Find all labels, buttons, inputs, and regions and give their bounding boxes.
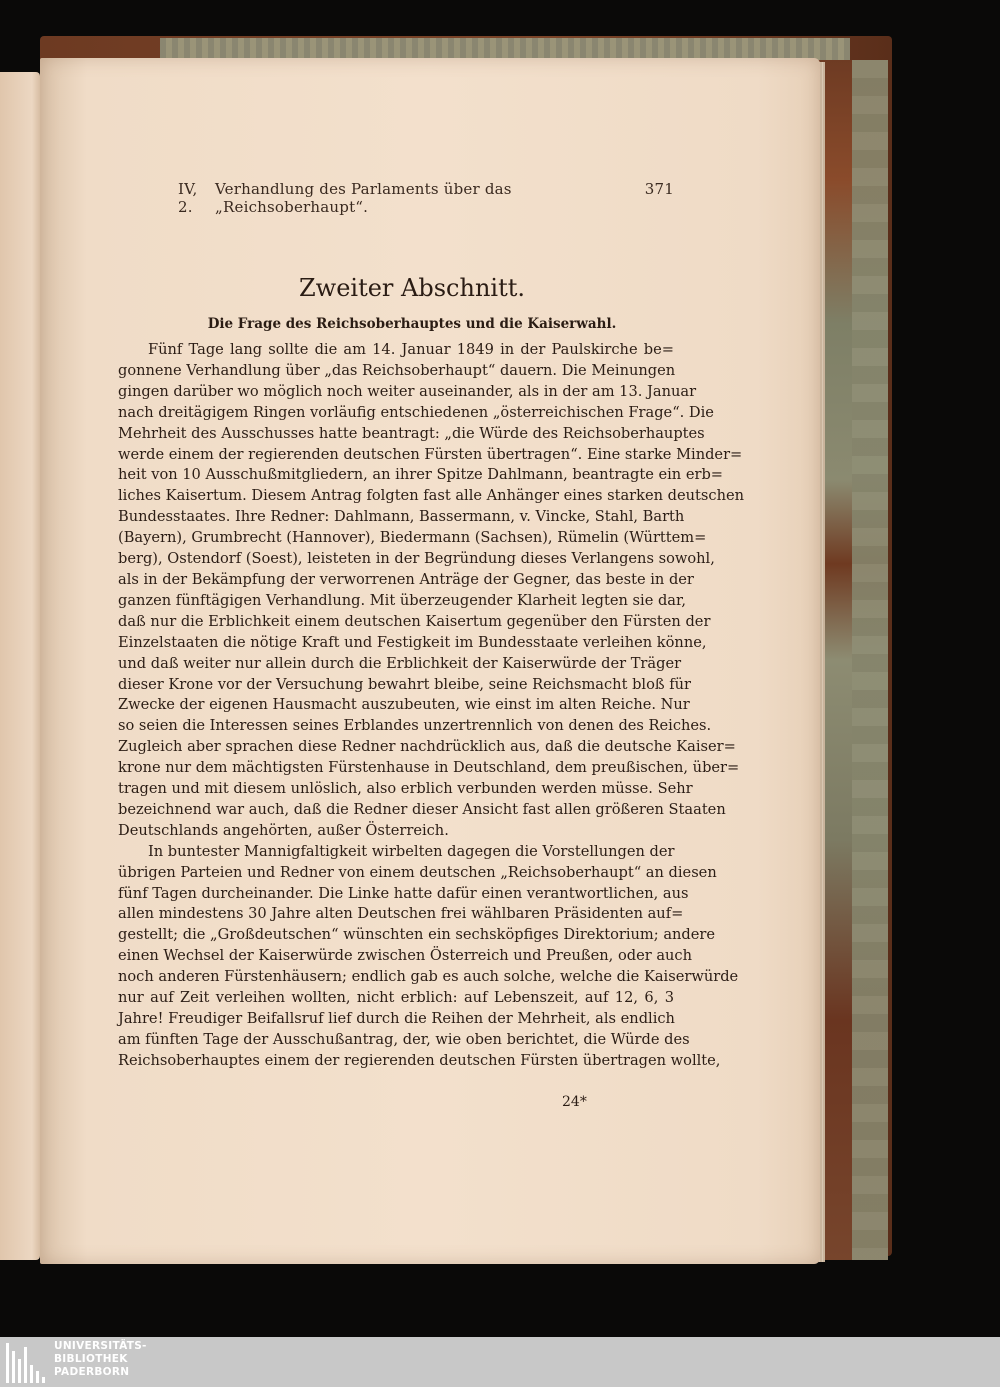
- text-line: (Bayern), Grumbrecht (Hannover), Biedermann (Sachsen), Rümelin (Württem=: [118, 529, 707, 547]
- header-section: IV, 2.: [178, 180, 198, 216]
- text-line: Einzelstaaten die nötige Kraft und Festigkeit im Bundesstaate verleihen könne,: [118, 633, 707, 651]
- text-line: daß nur die Erblichkeit einem deutschen Kaisertum gegenüber den Fürsten der: [118, 612, 711, 630]
- book-cover-edge: [818, 60, 888, 1260]
- library-name-line: UNIVERSITÄTS-: [54, 1340, 147, 1352]
- text-line: gonnene Verhandlung über „das Reichsoberhaupt“ dauern. Die Meinungen: [118, 361, 676, 379]
- library-footer-bar: [0, 1337, 1000, 1387]
- chapter-title: Zweiter Abschnitt.: [298, 274, 525, 302]
- text-line: nach dreitägigem Ringen vorläufig entschiedenen „österreichischen Frage“. Die: [118, 403, 714, 421]
- text-line: In buntester Mannigfaltigkeit wirbelten dagegen die Vorstellungen der: [148, 842, 675, 860]
- text-line: liches Kaisertum. Diesem Antrag folgten fast alle Anhänger eines starken deutschen: [118, 487, 745, 505]
- text-line: Zwecke der eigenen Hausmacht auszubeuten, wie einst im alten Reiche. Nur: [118, 696, 690, 714]
- text-line: Fünf Tage lang sollte die am 14. Januar 1849 in der Paulskirche be=: [148, 341, 674, 358]
- header-running-title: Verhandlung des Parlaments über das „Reichsoberhaupt“.: [215, 180, 512, 216]
- text-line: so seien die Interessen seines Erblandes unzertrennlich von denen des Reiches.: [118, 717, 712, 735]
- text-line: am fünften Tage der Ausschußantrag, der, wie oben berichtet, die Würde des: [118, 1030, 690, 1048]
- text-line: tragen und mit diesem unlöslich, also erblich verbunden werden müsse. Sehr: [118, 780, 693, 798]
- text-line: berg), Ostendorf (Soest), leisteten in der Begründung dieses Verlangens sowohl,: [118, 550, 715, 568]
- text-line: als in der Bekämpfung der verworrenen Anträge der Gegner, das beste in der: [118, 570, 694, 588]
- running-header: [178, 180, 674, 216]
- text-line: einen Wechsel der Kaiserwürde zwischen Österreich und Preußen, oder auch: [118, 947, 693, 965]
- library-name-line: PADERBORN: [54, 1366, 130, 1378]
- text-line: Deutschlands angehörten, außer Österreich.: [118, 821, 449, 839]
- text-line: allen mindestens 30 Jahre alten Deutschen frei wählbaren Präsidenten auf=: [118, 905, 684, 923]
- facing-page: [0, 72, 40, 1260]
- library-name: [54, 1340, 147, 1379]
- body-text: [118, 340, 745, 1072]
- text-line: fünf Tagen durcheinander. Die Linke hatte dafür einen verantwortlichen, aus: [118, 884, 689, 902]
- text-line: heit von 10 Ausschußmitgliedern, an ihrer Spitze Dahlmann, beantragte ein erb=: [118, 466, 724, 484]
- library-logo-icon: [6, 1341, 46, 1383]
- page-number: 371: [644, 180, 674, 198]
- text-line: und daß weiter nur allein durch die Erblichkeit der Kaiserwürde der Träger: [118, 654, 682, 672]
- text-line: Mehrheit des Ausschusses hatte beantragt: „die Würde des Reichsoberhauptes: [118, 424, 705, 442]
- library-name-line: BIBLIOTHEK: [54, 1353, 128, 1365]
- text-line: werde einem der regierenden deutschen Fürsten übertragen“. Eine starke Minder=: [118, 445, 743, 463]
- text-line: Jahre! Freudiger Beifallsruf lief durch die Reihen der Mehrheit, als endlich: [118, 1010, 675, 1027]
- text-line: nur auf Zeit verleihen wollten, nicht erblich: auf Lebenszeit, auf 12, 6, 3: [118, 989, 674, 1007]
- text-line: übrigen Parteien und Redner von einem deutschen „Reichsoberhaupt“ an diesen: [118, 863, 717, 881]
- printer-signature-mark: 24*: [562, 1094, 587, 1110]
- text-line: krone nur dem mächtigsten Fürstenhause in Deutschland, dem preußischen, über=: [118, 759, 740, 777]
- text-line: gestellt; die „Großdeutschen“ wünschten ein sechsköpfiges Direktorium; andere: [118, 926, 716, 944]
- text-line: dieser Krone vor der Versuchung bewahrt bleibe, seine Reichsmacht bloß für: [118, 675, 692, 693]
- text-line: bezeichnend war auch, daß die Redner dieser Ansicht fast allen größeren Staaten: [118, 800, 726, 818]
- text-line: gingen darüber wo möglich noch weiter auseinander, als in der am 13. Januar: [118, 382, 697, 400]
- text-line: ganzen fünftägigen Verhandlung. Mit überzeugender Klarheit legten sie dar,: [118, 591, 687, 609]
- text-line: Zugleich aber sprachen diese Redner nachdrücklich aus, daß die deutsche Kaiser=: [118, 738, 736, 756]
- text-line: Reichsoberhauptes einem der regierenden deutschen Fürsten übertragen wollte,: [118, 1051, 721, 1069]
- chapter-subtitle: Die Frage des Reichsoberhauptes und die Kaiserwahl.: [207, 316, 617, 332]
- text-line: Bundesstaates. Ihre Redner: Dahlmann, Bassermann, v. Vincke, Stahl, Barth: [118, 508, 685, 526]
- text-line: noch anderen Fürstenhäusern; endlich gab es auch solche, welche die Kaiserwürde: [118, 968, 739, 986]
